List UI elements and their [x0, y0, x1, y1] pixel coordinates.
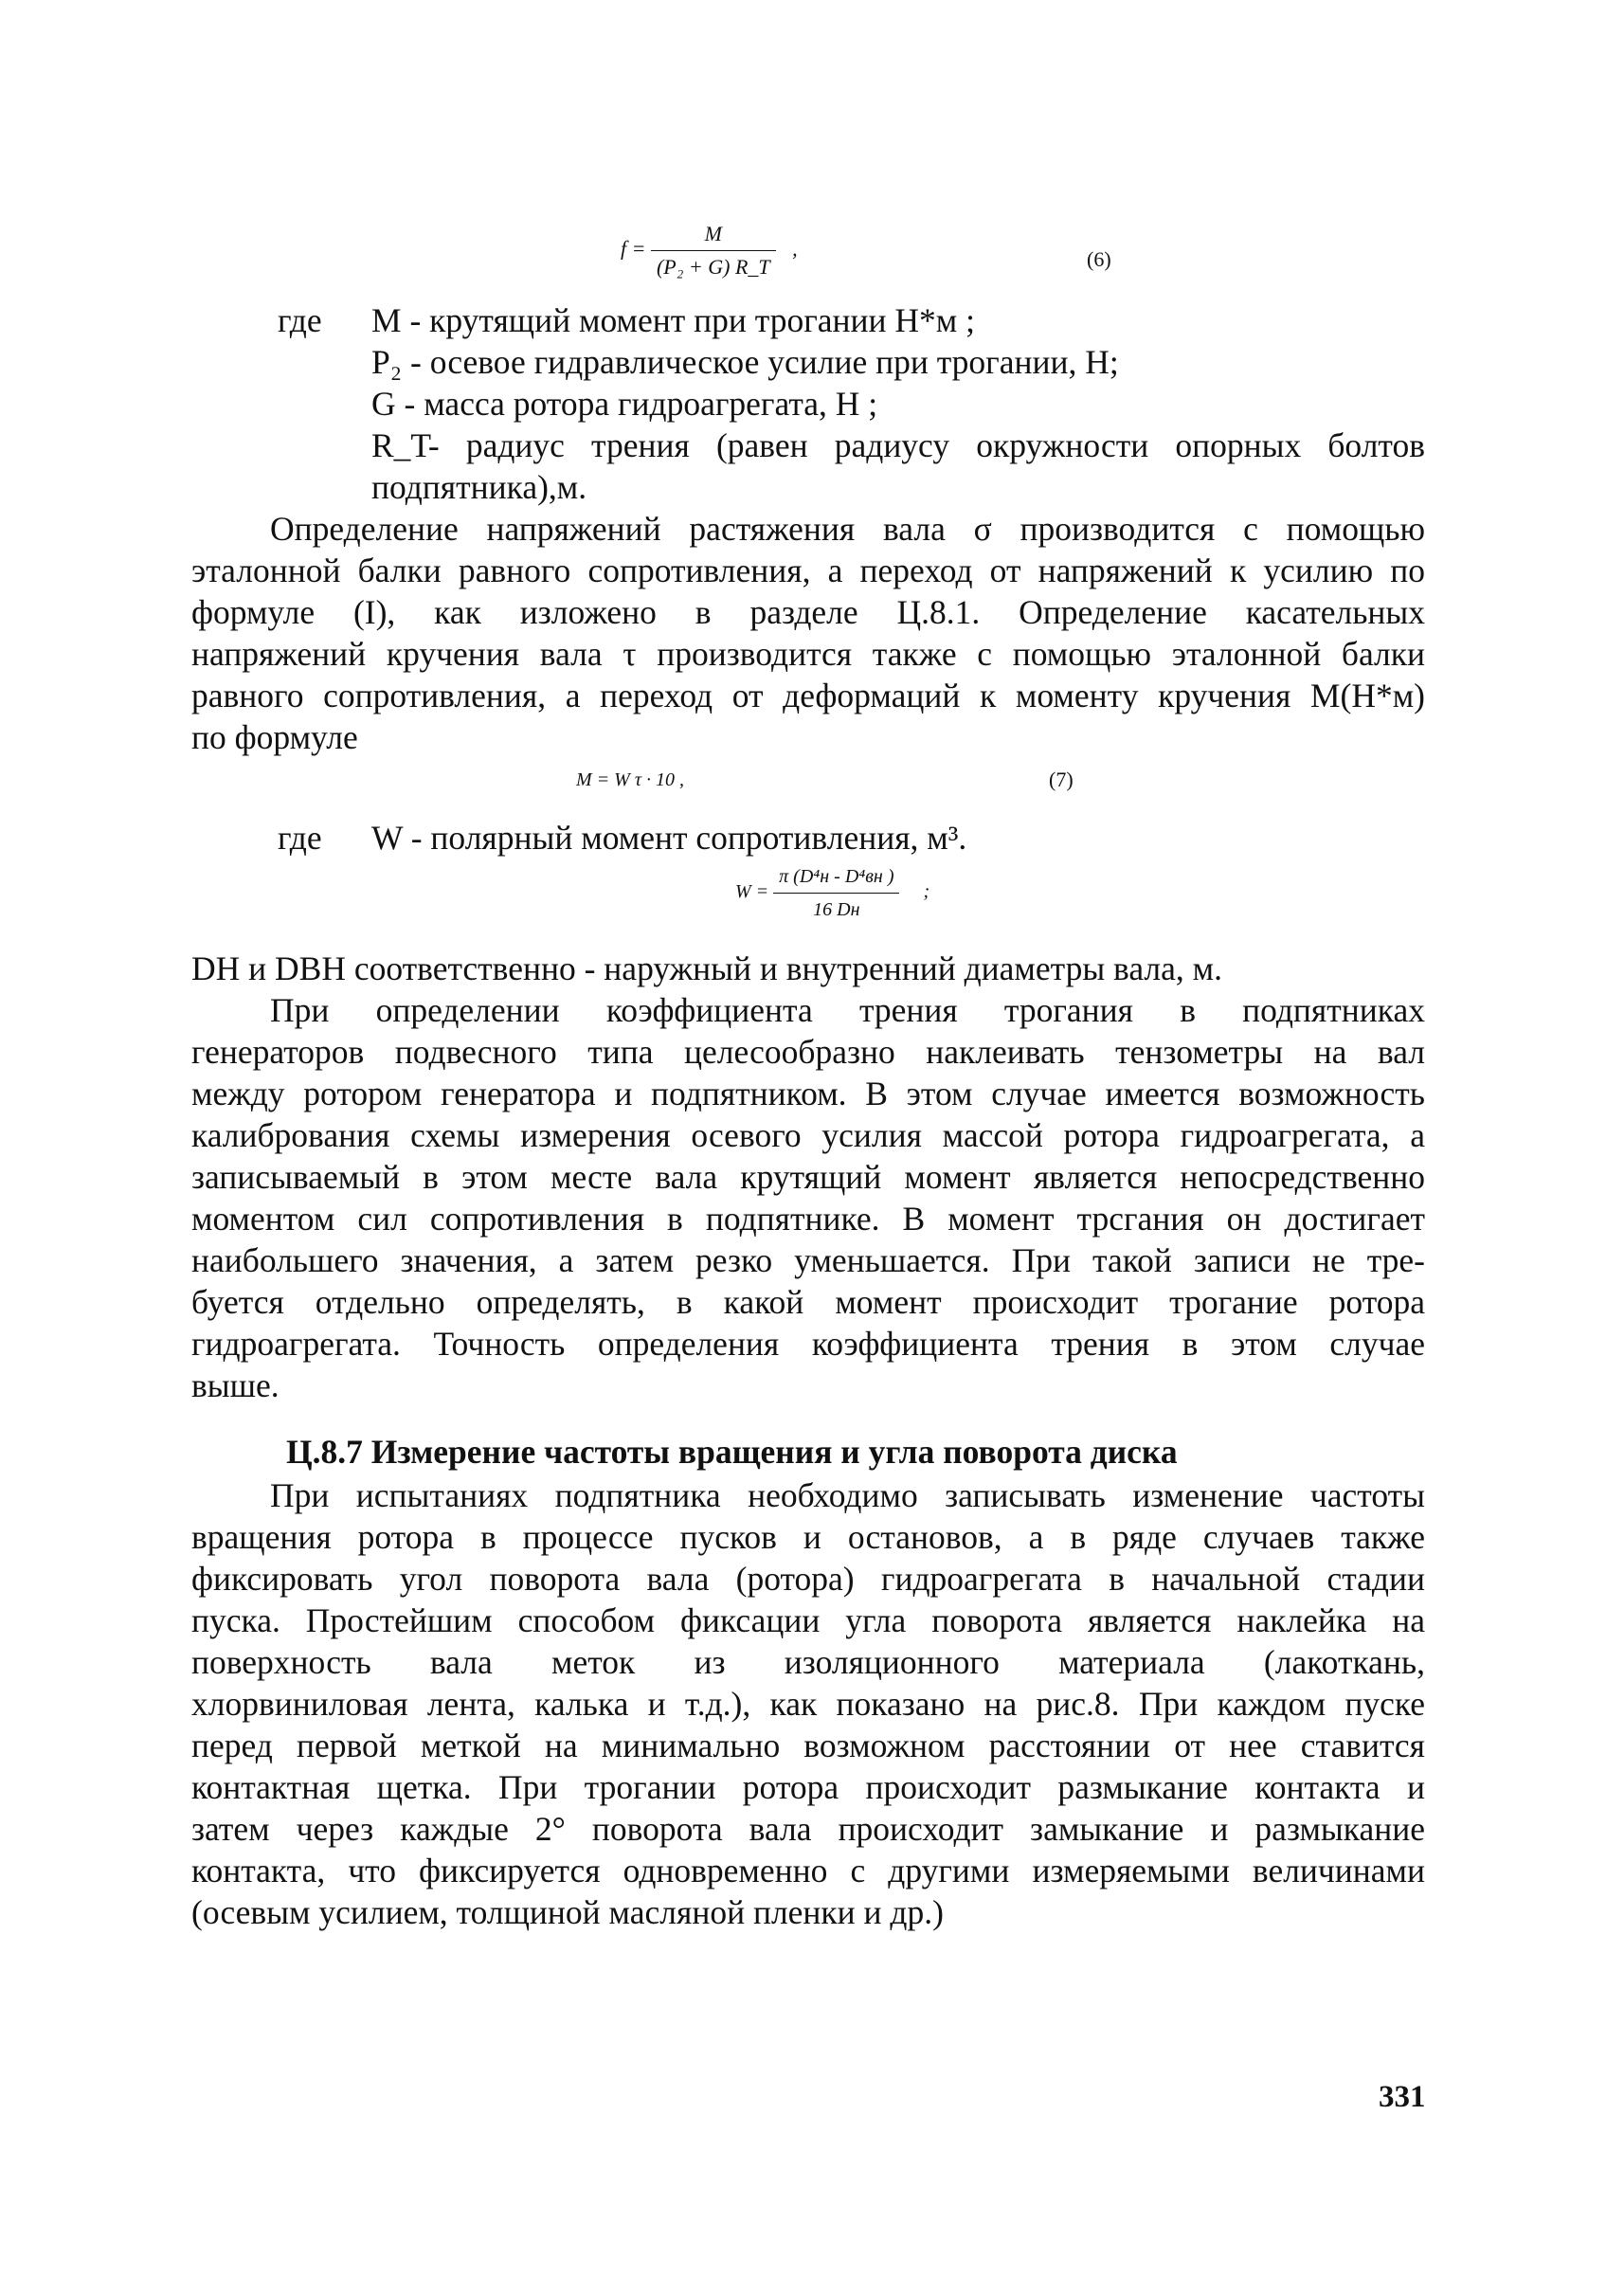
def-item-1: M - крутящий момент при трогании Н*м ;	[371, 301, 975, 339]
para3-line: При испытаниях подпятника необходимо записывать изменение частоты	[270, 1476, 1425, 1514]
para2-line: между ротором генератора и подпятником. В этом случае имеется возможность	[191, 1075, 1425, 1112]
para1-line: Определение напряжений растяжения вала σ производится с помощью	[270, 510, 1425, 548]
formula-w-tail: ;	[923, 881, 930, 903]
formula-w-numerator: π (D⁴н - D⁴вн )	[779, 866, 894, 887]
para1-line: формуле (I), как изложено в разделе Ц.8.1. Определение касательных	[191, 593, 1425, 631]
para3-line: поверхность вала меток из изоляционного материала (лакоткань,	[191, 1643, 1425, 1681]
para3-line: пуска. Простейшим способом фиксации угла поворота является наклейка на	[191, 1601, 1425, 1639]
para2-line: моментом сил сопротивления в подпятнике. В момент трсгания он достигает	[191, 1200, 1425, 1238]
section-heading: Ц.8.7 Измерение частоты вращения и угла поворота диска	[286, 1433, 1178, 1471]
para2-line: выше.	[191, 1366, 280, 1404]
formula-7: M = W τ · 10 ,	[576, 769, 684, 790]
formula-6-number: (6)	[1087, 247, 1111, 271]
formula-w	[735, 862, 929, 924]
para2-line: При определении коэффициента трения трогания в подпятниках	[270, 991, 1425, 1029]
formula-6-fraction	[651, 220, 776, 281]
diameters-line: DН и DВН соответственно - наружный и внутренний диаметры вала, м.	[191, 949, 1222, 987]
para1-line: равного сопротивления, а переход от деформаций к моменту кручения М(Н*м)	[191, 677, 1425, 714]
para2-line: калибрования схемы измерения осевого усилия массой ротора гидроагрегата, а	[191, 1116, 1425, 1154]
formula-6-comma: ,	[792, 236, 798, 261]
para3-line: вращения ротора в процессе пусков и остановов, а в ряде случаев также	[191, 1518, 1425, 1556]
para1-line: эталонной балки равного сопротивления, а переход от напряжений к усилию по	[191, 551, 1425, 589]
para3-line: контактная щетка. При трогании ротора происходит размыкание контакта и	[191, 1768, 1425, 1806]
para2-line: генераторов подвесного типа целесообразно наклеивать тензометры на вал	[191, 1033, 1425, 1071]
formula-w-fraction	[773, 862, 899, 924]
formula-6-lhs: f =	[621, 236, 646, 261]
para3-line: перед первой меткой на минимально возможном расстоянии от нее ставится	[191, 1727, 1425, 1764]
def-item-3: G - масса ротора гидроагрегата, Н ;	[371, 385, 878, 423]
para2-line: наибольшего значения, а затем резко уменьшается. При такой записи не тре-	[191, 1241, 1425, 1279]
def-item-2: P₂ - осевое гидравлическое усилие при трогании, Н;	[371, 343, 1119, 381]
para2-line: записываемый в этом месте вала крутящий момент является непосредственно	[191, 1158, 1425, 1196]
formula-w-denominator: 16 Dн	[773, 893, 899, 924]
para1-line: напряжений кручения вала τ производится также с помощью эталонной балки	[191, 635, 1425, 673]
para2-line: буется отдельно определять, в какой момент происходит трогание ротора	[191, 1283, 1425, 1321]
formula-w-lhs: W =	[735, 881, 769, 903]
para3-line: фиксировать угол поворота вала (ротора) гидроагрегата в начальной стадии	[191, 1560, 1425, 1598]
formula-7-number: (7)	[1049, 768, 1074, 791]
def-item-w: W - полярный момент сопротивления, м³.	[371, 819, 967, 857]
formula-6-numerator: M	[704, 222, 722, 245]
def-item-4: R_T- радиус трения (равен радиусу окружности опорных болтов	[371, 426, 1425, 464]
para3-line: затем через каждые 2° поворота вала происходит замыкание и размыкание	[191, 1810, 1425, 1848]
para3-line: (осевым усилием, толщиной масляной пленки и др.)	[191, 1893, 944, 1931]
def-item-5: подпятника),м.	[371, 468, 587, 506]
where-label-6: где	[278, 301, 322, 339]
formula-6-denominator: (P₂ + G) R_T	[651, 250, 776, 281]
para2-line: гидроагрегата. Точность определения коэффициента трения в этом случае	[191, 1325, 1425, 1363]
para3-line: хлорвиниловая лента, калька и т.д.), как показано на рис.8. При каждом пуске	[191, 1685, 1425, 1723]
page-number: 331	[1379, 2080, 1426, 2114]
para1-line: по формуле	[191, 718, 358, 756]
para3-line: контакта, что фиксируется одновременно с другими измеряемыми величинами	[191, 1852, 1425, 1889]
formula-6	[621, 220, 798, 281]
where-label-7: где	[278, 819, 322, 857]
